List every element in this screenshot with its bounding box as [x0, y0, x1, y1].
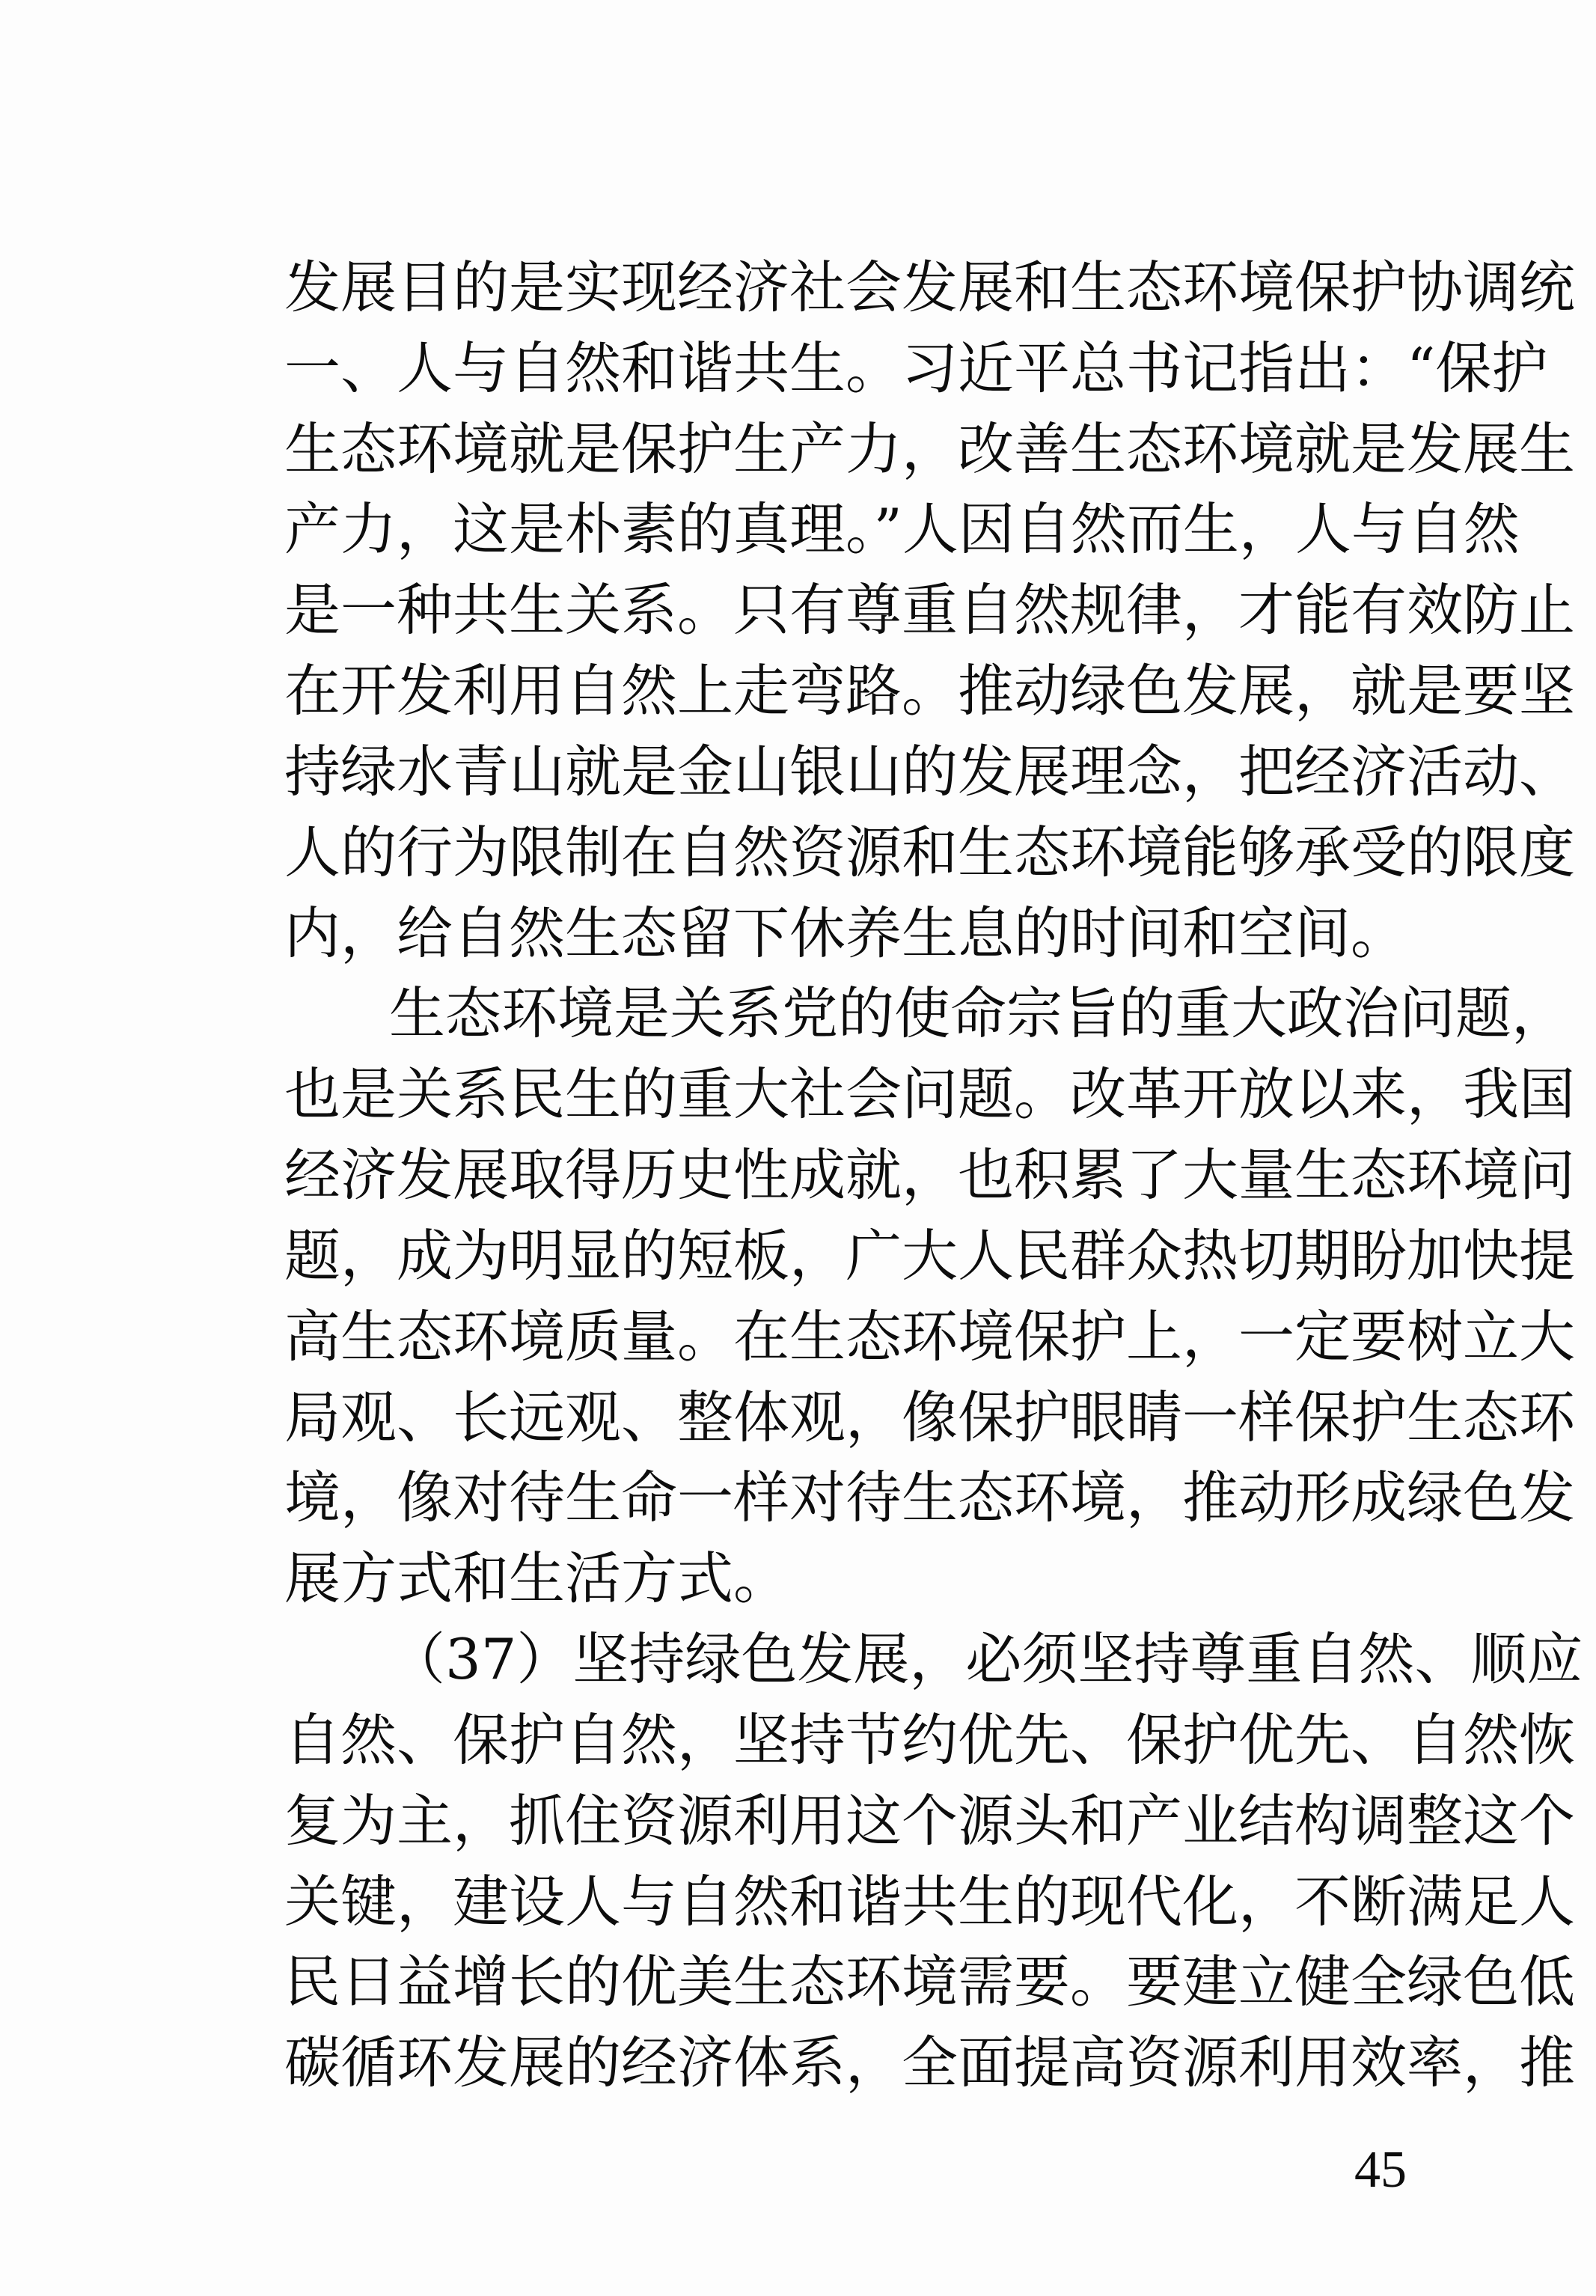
text-line: 持绿水青山就是金山银山的发展理念，把经济活动、 — [284, 739, 1576, 804]
text-line: 题，成为明显的短板，广大人民群众热切期盼加快提 — [284, 1223, 1576, 1289]
text-line: 在开发利用自然上走弯路。推动绿色发展，就是要坚 — [284, 658, 1576, 724]
text-line: 高生态环境质量。在生态环境保护上，一定要树立大 — [284, 1304, 1576, 1370]
text-line: 境，像对待生命一样对待生态环境，推动形成绿色发 — [284, 1465, 1576, 1530]
text-line: 产力，这是朴素的真理。”人因自然而生，人与自然 — [284, 496, 1520, 562]
text-line: 关键，建设人与自然和谐共生的现代化，不断满足人 — [284, 1869, 1576, 1935]
text-line: 是一种共生关系。只有尊重自然规律，才能有效防止 — [284, 577, 1576, 643]
text-line: 碳循环发展的经济体系，全面提高资源利用效率，推 — [284, 2030, 1576, 2095]
text-line: 内，给自然生态留下休养生息的时间和空间。 — [284, 900, 1407, 966]
text-line: 民日益增长的优美生态环境需要。要建立健全绿色低 — [284, 1949, 1576, 2015]
paragraph-first-line: （37）坚持绿色发展，必须坚持尊重自然、顺应 — [389, 1626, 1583, 1692]
text-line: 发展目的是实现经济社会发展和生态环境保护协调统 — [284, 254, 1576, 320]
text-line: 一、人与自然和谐共生。习近平总书记指出：“保护 — [284, 335, 1548, 401]
page-number: 45 — [1354, 2141, 1407, 2199]
text-line: 也是关系民生的重大社会问题。改革开放以来，我国 — [284, 1061, 1576, 1127]
text-line: 生态环境就是保护生产力，改善生态环境就是发展生 — [284, 416, 1576, 482]
text-line: 人的行为限制在自然资源和生态环境能够承受的限度 — [284, 819, 1576, 885]
text-line: 展方式和生活方式。 — [284, 1545, 790, 1611]
text-line: 局观、长远观、整体观，像保护眼睛一样保护生态环 — [284, 1384, 1576, 1450]
text-line: 经济发展取得历史性成就，也积累了大量生态环境问 — [284, 1142, 1576, 1208]
paragraph-first-line: 生态环境是关系党的使命宗旨的重大政治问题， — [389, 980, 1568, 1046]
text-line: 复为主，抓住资源利用这个源头和产业结构调整这个 — [284, 1788, 1576, 1854]
text-line: 自然、保护自然，坚持节约优先、保护优先、自然恢 — [284, 1707, 1576, 1773]
